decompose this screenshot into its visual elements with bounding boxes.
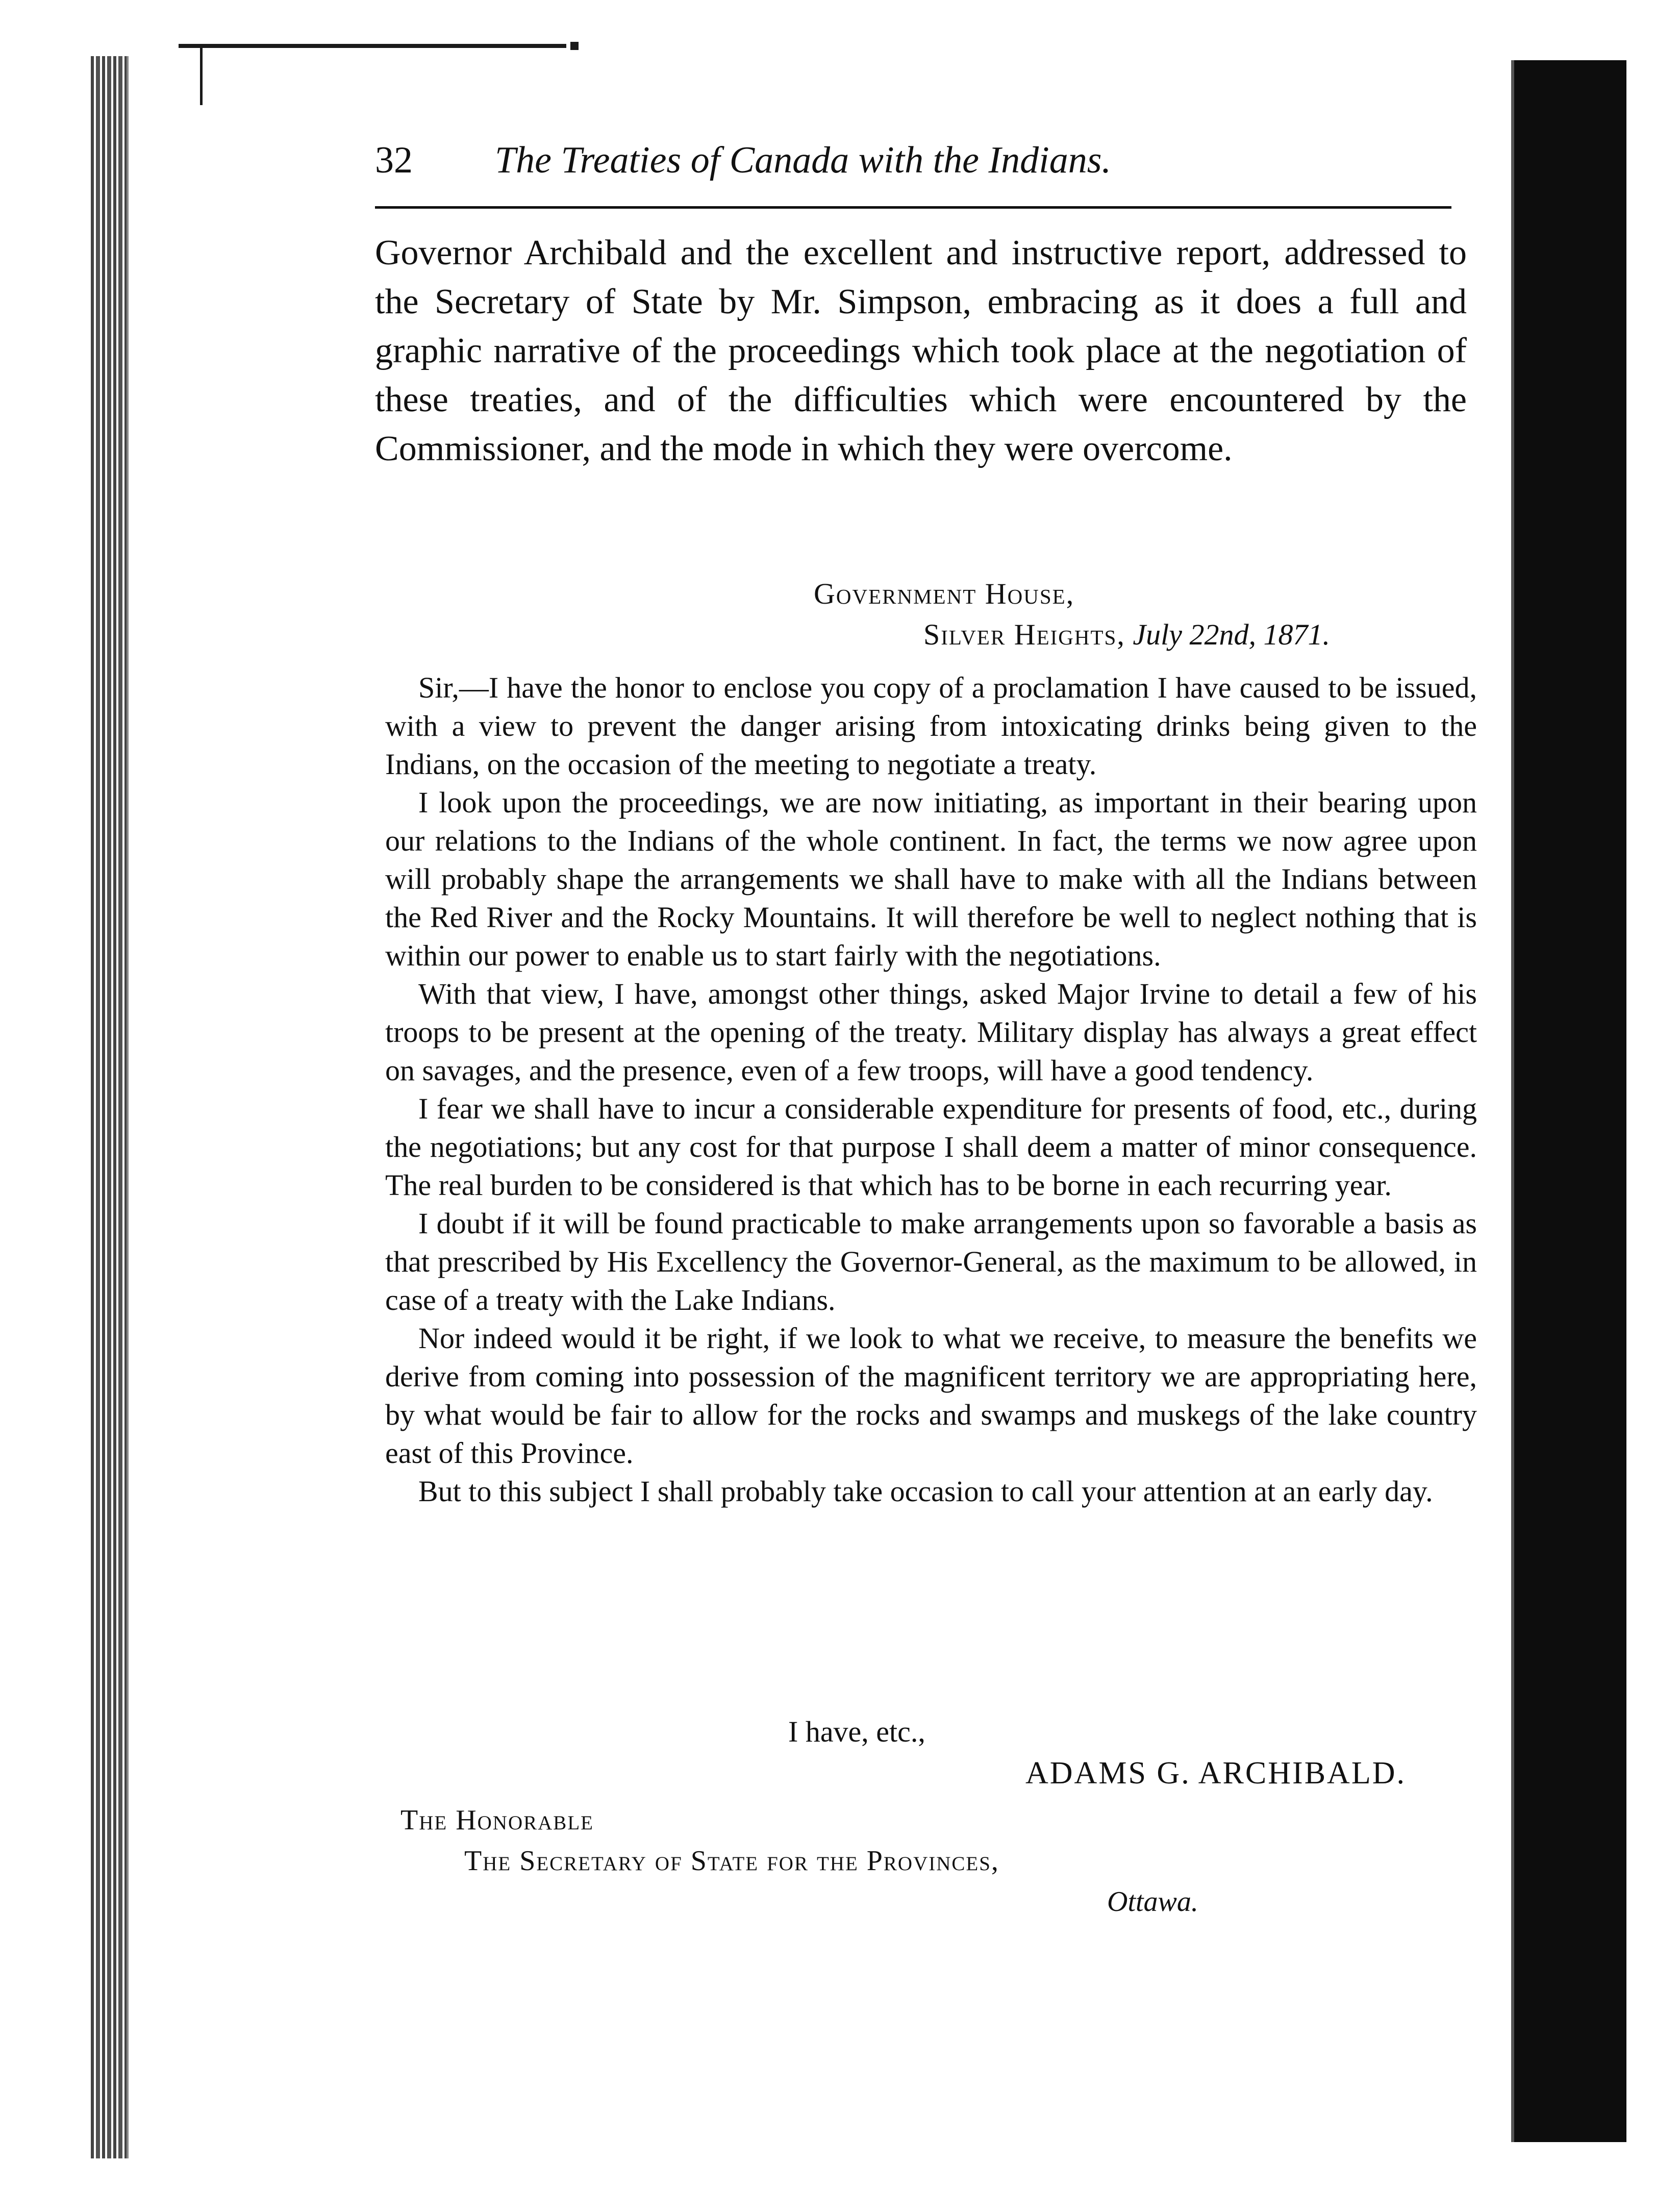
letter-paragraph: But to this subject I shall probably take occasion to call your attention at an early day. (418, 1475, 1433, 1508)
running-title: The Treaties of Canada with the Indians. (495, 139, 1112, 181)
letter-place-line-2 (923, 617, 1330, 652)
letter-body (385, 668, 1477, 1510)
scan-top-rule (179, 44, 566, 48)
scan-top-dot (570, 42, 579, 50)
letter-place-line-1: Government House, (814, 577, 1075, 610)
page-header (375, 134, 1462, 195)
letter-paragraph: With that view, I have, amongst other things, asked Major Irvine to detail a few of his troops to be present at the opening of the treaty. Military display has always a great effect on savages, and the presence, even of a few troops, will have a good tendency. (385, 977, 1477, 1087)
page-number: 32 (375, 139, 413, 181)
intro-paragraph: Governor Archibald and the excellent and instructive report, addressed to the Secretary of State by Mr. Simpson, embracing as it does a full and graphic narrative of the proceedings which took place at the negotiation of these treaties, and of the difficulties which were encountered by the Commissioner, and the mode in which they were overcome. (375, 233, 1467, 468)
addressee-line-3: Ottawa. (1107, 1886, 1198, 1918)
scan-binding-edge (91, 56, 127, 2158)
letter-paragraph: Sir,—I have the honor to enclose you copy of a proclamation I have caused to be issued, with a view to prevent the danger arising from intoxicating drinks being given to the Indians, on the occasion of the meeting to negotiate a treaty. (385, 671, 1477, 781)
letter-signature: ADAMS G. ARCHIBALD. (1025, 1756, 1406, 1791)
letter-paragraph: I look upon the proceedings, we are now initiating, as important in their bearing upon our relations to the Indians of the whole continent. In fact, the terms we now agree upon will probably shape the arrangements we shall have to make with all the Indians between the Red River and the Rocky Mountains. It will therefore be well to neglect nothing that is within our power to enable us to start fairly with the negotiations. (385, 786, 1477, 972)
addressee-line-1: The Honorable (400, 1804, 594, 1836)
letter-paragraph: Nor indeed would it be right, if we look to what we receive, to measure the benefits we derive from coming into possession of the magnificent territory we are appropriating here, by what would be fair to allow for the rocks and swamps and muskegs of the lake country east of this Province. (385, 1322, 1477, 1470)
letter-paragraph: I fear we shall have to incur a considerable expenditure for presents of food, etc., during the negotiations; but any cost for that purpose I shall deem a matter of minor consequence. The real burden to be considered is that which has to be borne in each recurring year. (385, 1092, 1477, 1202)
letter-paragraph: I doubt if it will be found practicable to make arrangements upon so favorable a basis as that prescribed by His Excellency the Governor-General, as the maximum to be allowed, in case of a treaty with the Lake Indians. (385, 1207, 1477, 1316)
letter-place-name: Silver Heights, (923, 618, 1125, 651)
header-rule (375, 206, 1451, 209)
letter-date: July 22nd, 1871. (1133, 618, 1330, 651)
scan-right-shadow (1511, 60, 1626, 2142)
letter-closing: I have, etc., (788, 1715, 925, 1748)
addressee-line-2: The Secretary of State for the Provinces, (464, 1845, 999, 1877)
scan-top-tick (200, 44, 203, 105)
scan-binding-line (127, 56, 129, 2158)
